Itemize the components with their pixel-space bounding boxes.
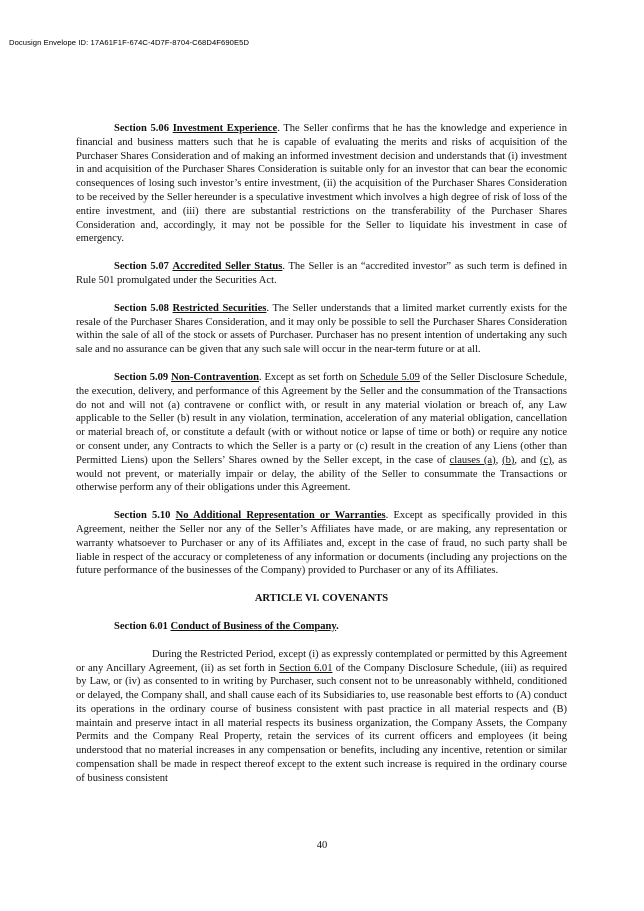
separator: , — [495, 454, 503, 466]
section-reference: Section 6.01 — [279, 662, 333, 674]
section-text: . The Seller is an “accredited investor” as such term is defined in Rule 501 promulgated under the Securities Act. — [76, 261, 567, 286]
section-title: No Additional Representation or Warranties — [175, 510, 386, 522]
section-title: Accredited Seller Status — [172, 261, 283, 273]
document-body — [76, 122, 567, 800]
period: . — [336, 620, 339, 632]
section-5-07 — [76, 260, 567, 288]
section-5-10 — [76, 509, 567, 578]
section-number: Section 5.10 — [114, 510, 171, 522]
schedule-reference: Schedule 5.09 — [359, 371, 420, 383]
clause-reference: clauses (a) — [449, 454, 496, 466]
section-text: . Except as specifically provided in this Agreement, neither the Seller nor any of the Seller’s Affiliates have made, or are making, any representation or warranty whatsoever to Purchaser or any of its Affiliates and, except in the case of fraud, no such party shall be liable in respect of the accuracy or completeness of any information or documents (including any projections on the future performance of the businesses of the Company) provided to Purchaser or any of its Affiliates. — [76, 510, 567, 577]
section-number: Section 5.09 — [114, 371, 169, 383]
envelope-id: Docusign Envelope ID: 17A61F1F-674C-4D7F-8704-C68D4F690E5D — [9, 38, 250, 47]
section-number: Section 6.01 — [114, 620, 168, 632]
section-title: Investment Experience — [172, 123, 278, 134]
section-number: Section 5.06 — [114, 123, 169, 134]
section-number: Section 5.07 — [114, 261, 169, 273]
section-title: Non-Contravention — [171, 371, 259, 383]
clause-reference: (c) — [540, 454, 552, 466]
section-text: of the Seller Disclosure Schedule, the execution, delivery, and performance of this Agreement by the Seller and the consummation of the Transactions do not and will not (a) contravene or conflict with, or result in any material violation or breach of, any Law applicable to the Seller (b) result in any violation, termination, acceleration of any material obligation, cancellation or material breach of, or constitute a default (with or without notice or lapse of time or both) or require any notice or consent under, any Contracts to which the Seller is a party or (c) result in the creation of any Liens (other than Permitted Liens) upon the Sellers’ Shares owned by the Seller except, in the case of — [76, 371, 567, 466]
section-number: Section 5.08 — [114, 302, 169, 314]
section-text: . The Seller confirms that he has the knowledge and experience in financial and business matters such that he is capable of evaluating the merits and risks of acquisition of the Purchaser Shares Consideration and of making an informed investment decision and understands that (i) investment in and acquisition of the Purchaser Shares Consideration is suitable only for an investor that can bear the economic consequences of losing such investor’s entire investment, (ii) the acquisition of the Purchaser Shares Consideration to be received by the Seller hereunder is a speculative investment which involves a high degree of risk of loss of the entire investment, and (iii) there are substantial restrictions on the transferability of the Purchaser Shares Consideration and, accordingly, it may not be possible for the Seller to liquidate his investment in case of emergency. — [76, 123, 568, 245]
separator: , and — [514, 454, 540, 466]
page-number: 40 — [316, 840, 328, 851]
section-6-01-paragraph — [76, 648, 567, 786]
section-title: Restricted Securities — [172, 302, 267, 314]
section-text: . Except as set forth on — [258, 371, 360, 383]
section-5-09 — [76, 371, 567, 495]
section-text: . The Seller understands that a limited market currently exists for the resale of the Purchaser Shares Consideration, and it may only be possible to sell the Purchaser Shares Consideration within the sale of all of the stock or assets of Purchaser. Purchaser has no present intention of undertaking any such sale and no assurance can be given that any such sale will occur in the near-term future or at all. — [76, 302, 568, 356]
section-6-01 — [76, 620, 567, 634]
section-text: During the Restricted Period, except (i) as expressly contemplated or permitted by this Agreement or any Ancillary Agreement, (ii) as set forth in — [76, 648, 567, 674]
article-heading: ARTICLE VI. COVENANTS — [254, 593, 389, 605]
section-5-06 — [76, 122, 567, 246]
section-text: of the Company Disclosure Schedule, (iii) as required by Law, or (iv) as consented to in writing by Purchaser, such consent not to be unreasonably withheld, conditioned or delayed, the Company shall, and shall cause each of its Subsidiaries to, use reasonable best efforts to (A) conduct its operations in the ordinary course of business consistent with past practice in all material respects and (B) maintain and preserve intact in all material respects its business organization, the Company Assets, the Company Permits and the Company Real Property, retain the services of its current officers and employees (it being understood that no material increases in any compensation or benefits, including any incentive, retention or similar compensation shall be made in respect thereof except to the extent such increase is required in the ordinary course of business consistent — [76, 662, 568, 784]
section-text: , as would not prevent, or materially impair or delay, the ability of the Seller to consummate the Transactions or otherwise perform any of their obligations under this Agreement. — [76, 454, 567, 494]
clause-reference: (b) — [502, 454, 515, 466]
section-5-08 — [76, 302, 567, 357]
section-title: Conduct of Business of the Company — [170, 620, 337, 632]
